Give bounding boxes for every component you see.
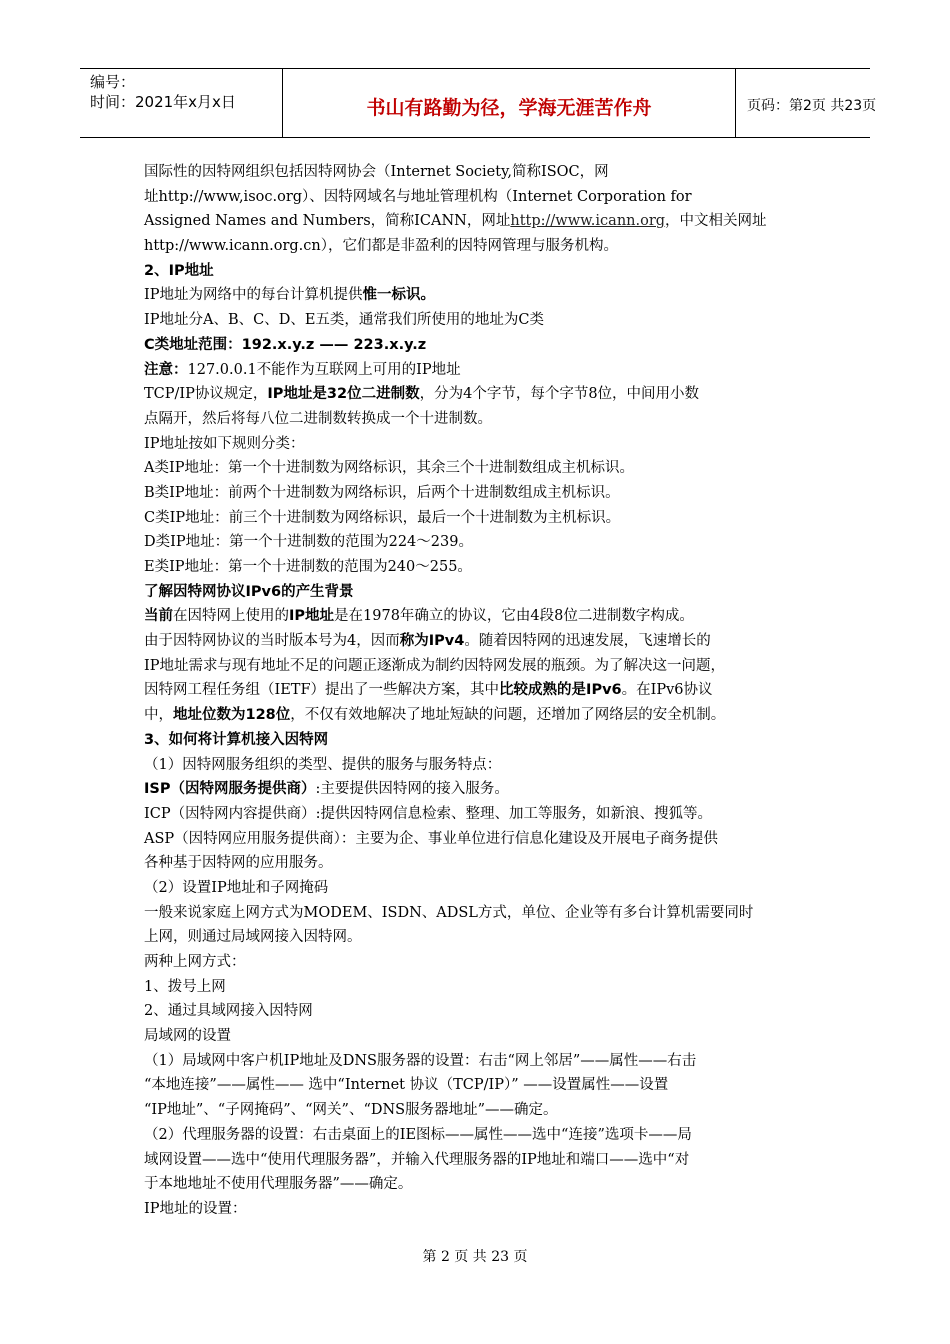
- body-line: IP地址按如下规则分类：: [144, 435, 305, 452]
- bold-text: ISP（因特网服务提供商）: [144, 781, 316, 798]
- body-line: [144, 358, 814, 383]
- body-line: 2、通过具域网接入因特网: [144, 1003, 313, 1020]
- header-motto-cell: [282, 69, 736, 137]
- body-line: “IP地址”、“子网掩码”、“网关”、“DNS服务器地址”——确定。: [144, 1102, 558, 1119]
- ip-class-a: A类IP地址：第一个十进制数为网络标识，其余三个十进制数组成主机标识。: [144, 460, 634, 477]
- document-date-label: 时间：2021年x月x日: [90, 93, 236, 111]
- bold-text: IP地址: [289, 608, 335, 625]
- body-line: 各种基于因特网的应用服务。: [144, 855, 333, 872]
- body-line: http://www.icann.org.cn），它们都是非盈利的因特网管理与服务机构。: [144, 238, 619, 255]
- bold-text: 称为IPv4: [399, 633, 465, 650]
- section-heading-connect: 3、如何将计算机接入因特网: [144, 731, 329, 748]
- body-text: 。在IPv6协议: [621, 682, 713, 699]
- body-text: 由于因特网协议的当时版本号为4，因而: [144, 633, 400, 650]
- body-line: ICP（因特网内容提供商）:提供因特网信息检索、整理、加工等服务，如新浪、搜狐等。: [144, 805, 712, 822]
- body-line: [144, 209, 814, 234]
- note-label: 注意：: [144, 361, 188, 378]
- bold-text: 地址位数为128位: [173, 707, 291, 724]
- body-line: [144, 629, 814, 654]
- body-text: 是在1978年确立的协议，它由4段8位二进制数字构成。: [334, 608, 694, 625]
- body-text: 127.0.0.1不能作为互联网上可用的IP地址: [187, 361, 461, 378]
- body-line: 上网，则通过局域网接入因特网。: [144, 929, 362, 946]
- header-motto: 书山有路勤为径，学海无涯苦作舟: [366, 97, 652, 119]
- header-left-cell: [80, 69, 282, 137]
- body-line: 域网设置——选中“使用代理服务器”，并输入代理服务器的IP地址和端口——选中“对: [144, 1151, 690, 1168]
- section-heading-ipv6: 了解因特网协议IPv6的产生背景: [144, 583, 354, 600]
- body-line: （2）代理服务器的设置：右击桌面上的IE图标——属性——选中“连接”选项卡——局: [144, 1126, 692, 1143]
- body-text: ，中文相关网址: [665, 213, 767, 230]
- body-line: [144, 382, 814, 407]
- body-line: 国际性的因特网组织包括因特网协会（Internet Society,简称ISOC，网: [144, 164, 609, 180]
- body-line: “本地连接”——属性—— 选中“Internet 协议（TCP/IP）” ——设置属性——设置: [144, 1077, 669, 1094]
- body-text: 在因特网上使用的: [173, 608, 289, 625]
- document-number-label: 编号：: [90, 73, 136, 91]
- body-text: ，不仅有效地解决了地址短缺的问题，还增加了网络层的安全机制。: [290, 707, 726, 724]
- page-footer: 第 2 页 共 23 页: [422, 1249, 528, 1265]
- ip-class-c: C类IP地址：前三个十进制数为网络标识，最后一个十进制数为主机标识。: [144, 509, 621, 526]
- ip-class-e: E类IP地址：第一个十进制数的范围为240～255。: [144, 559, 472, 575]
- body-line: [144, 283, 814, 308]
- body-line: [144, 703, 814, 728]
- page-header: [80, 68, 877, 138]
- body-line: 点隔开，然后将每八位二进制数转换成一个十进制数。: [144, 410, 492, 427]
- body-line: 一般来说家庭上网方式为MODEM、ISDN、ADSL方式，单位、企业等有多台计算机需要同时: [144, 904, 754, 921]
- body-line: 址http://www,isoc.org）、因特网域名与地址管理机构（Internet Corporation for: [144, 188, 692, 205]
- ip-class-d: D类IP地址：第一个十进制数的范围为224～239。: [144, 534, 473, 551]
- body-text: ，分为4个字节，每个字节8位，中间用小数: [419, 386, 700, 403]
- body-line: [144, 777, 814, 802]
- class-c-range: C类地址范围：192.x.y.z —— 223.x.y.z: [144, 336, 427, 353]
- body-line: 两种上网方式：: [144, 954, 246, 970]
- body-line: 于本地地址不使用代理服务器”——确定。: [144, 1176, 413, 1193]
- body-text: :主要提供因特网的接入服务。: [315, 781, 509, 798]
- icann-link[interactable]: http://www.icann.org: [510, 213, 666, 230]
- body-line: （1）因特网服务组织的类型、提供的服务与服务特点：: [144, 756, 502, 773]
- bold-text: 惟一标识。: [362, 287, 435, 304]
- bold-text: IP地址是32位二进制数: [267, 386, 420, 403]
- body-text: TCP/IP协议规定，: [144, 386, 268, 403]
- header-page-cell: [735, 69, 877, 137]
- body-text: 中，: [144, 707, 173, 724]
- body-text: 因特网工程任务组（IETF）提出了一些解决方案，其中: [144, 682, 500, 699]
- body-text: IP地址为网络中的每台计算机提供: [144, 287, 363, 304]
- bold-text: 比较成熟的是IPv6: [499, 682, 622, 699]
- body-line: [144, 604, 814, 629]
- body-text: Assigned Names and Numbers，简称ICANN，网址: [144, 213, 511, 230]
- body-line: [144, 678, 814, 703]
- body-line: （1）局域网中客户机IP地址及DNS服务器的设置：右击“网上邻居”——属性——右击: [144, 1052, 697, 1069]
- body-line: 1、拨号上网: [144, 978, 226, 995]
- body-text: 。随着因特网的迅速发展，飞速增长的: [464, 633, 711, 650]
- document-body: [144, 160, 814, 1222]
- body-line: IP地址的设置：: [144, 1200, 247, 1217]
- ip-class-b: B类IP地址：前两个十进制数为网络标识，后两个十进制数组成主机标识。: [144, 484, 620, 501]
- section-heading-ip-address: 2、IP地址: [144, 262, 214, 279]
- body-line: 局域网的设置: [144, 1028, 231, 1045]
- body-line: IP地址分A、B、C、D、E五类，通常我们所使用的地址为C类: [144, 312, 545, 329]
- body-line: IP地址需求与现有地址不足的问题正逐渐成为制约因特网发展的瓶颈。为了解决这一问题，: [144, 657, 725, 674]
- header-page-number: 页码：第2页 共23页: [747, 98, 877, 114]
- body-line: ASP（因特网应用服务提供商）：主要为企、事业单位进行信息化建设及开展电子商务提供: [144, 830, 718, 847]
- bold-text: 当前: [144, 608, 173, 625]
- body-line: （2）设置IP地址和子网掩码: [144, 879, 329, 896]
